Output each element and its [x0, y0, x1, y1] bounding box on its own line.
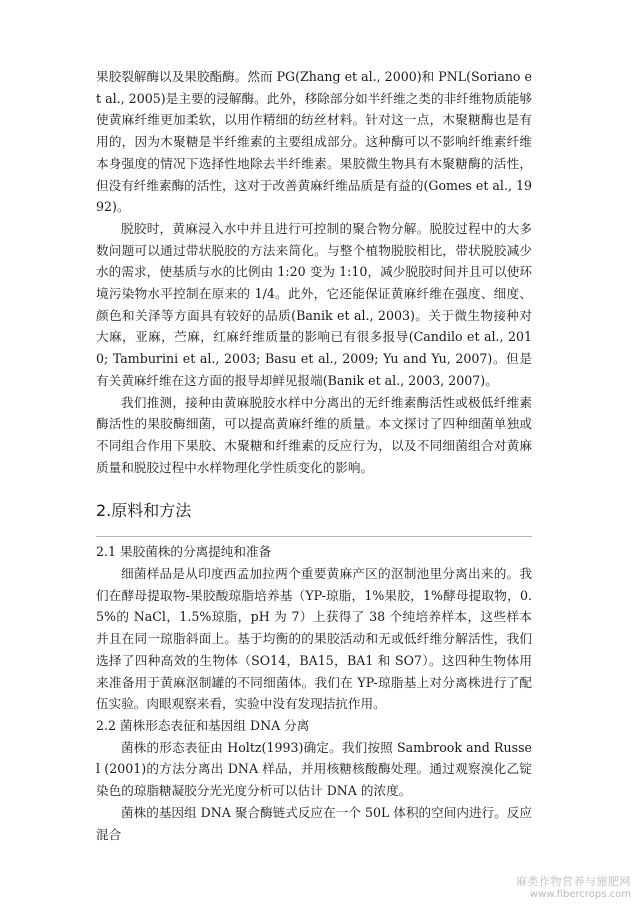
subsection-heading-2-2: 2.2 菌株形态表征和基因组 DNA 分离: [96, 717, 310, 733]
subsection-2-1-paragraph: 细菌样品是从印度西孟加拉两个重要黄麻产区的沤制池里分离出来的。我们在酵母提取物-果胶酸琼脂培养基（YP-琼脂，1%果胶，1%酵母提取物，0.5%的 NaCl，1.5%琼脂，pH 为 7）上获得了 38 个纯培养样本，这些样本并且在同一琼脂斜面上。基于均衡的的果胶活动和无或低纤维分解活性，我们选择了四种高效的生物体（SO14，BA15，BA1 和 SO7）。这四种生物体用来准备用于黄麻沤制罐的不同细菌体。我们在 YP-琼脂基上对分离株进行了配伍实验。肉眼观察来看，实验中没有发现拮抗作用。: [96, 566, 532, 712]
site-watermark: [516, 875, 631, 901]
subsection-2-2-paragraph-1: 菌株的形态表征由 Holtz(1993)确定。我们按照 Sambrook and Russel (2001)的方法分离出 DNA 样品，并用核糖核酸酶处理。通过观察溴化乙锭染色的琼脂糖凝胶分光光度分析可以估计 DNA 的浓度。: [96, 739, 532, 799]
paper-page: [96, 66, 532, 845]
subsection-2-2-paragraph-2: 菌株的基因组 DNA 聚合酶链式反应在一个 50L 体积的空间内进行。反应混合: [96, 804, 532, 842]
subsection-heading-2-1: 2.1 果胶菌株的分离提纯和准备: [96, 544, 272, 560]
intro-paragraph-3: 我们推测，接种由黄麻脱胶水样中分离出的无纤维素酶活性或极低纤维素酶活性的果胶酶细菌，可以提高黄麻纤维的质量。本文探讨了四种细菌单独或不同组合作用下果胶、木聚糖和纤维素的反应行为，以及不同细菌组合对黄麻质量和脱胶过程中水样物理化学性质变化的影响。: [96, 394, 532, 475]
watermark-url: www.fibercrops.com: [529, 889, 631, 900]
intro-paragraph-1: 果胶裂解酶以及果胶酯酶。然而 PG(Zhang et al., 2000)和 PNL(Soriano et al., 2005)是主要的浸解酶。此外，移除部分如半纤维之类的非纤维物质能够使黄麻纤维更加柔软，以用作精细的纺丝材料。针对这一点，木聚糖酶也是有用的，因为木聚糖是半纤维素的主要组成部分。这种酶可以不影响纤维素纤维本身强度的情况下选择性地除去半纤维素。果胶微生物具有木聚糖酶的活性，但没有纤维素酶的活性，这对于改善黄麻纤维品质是有益的(Gomes et al., 1992)。: [96, 69, 532, 215]
section-divider: [96, 536, 532, 537]
intro-paragraph-2: 脱胶时，黄麻浸入水中并且进行可控制的聚合物分解。脱胶过程中的大多数问题可以通过带状脱胶的方法来简化。与整个植物脱胶相比，带状脱胶减少水的需求，使基质与水的比例由 1:20 变为 1:10，减少脱胶时间并且可以使环境污染物水平控制在原来的 1/4。此外，它还能保证黄麻纤维在强度、细度、颜色和关泽等方面具有较好的品质(Banik et al., 2003)。关于微生物接种对大麻，亚麻，苎麻，红麻纤维质量的影响已有很多报导(Candilo et al., 2010; Tamburini et al., 2003; Basu et al., 2009; Yu and Yu, 2007)。但是有关黄麻纤维在这方面的报导却鲜见报端(Banik et al., 2003, 2007)。: [96, 220, 532, 388]
watermark-site-name: 麻类作物营养与施肥网: [516, 875, 631, 888]
section-heading-methods: 2.原料和方法: [96, 501, 192, 521]
